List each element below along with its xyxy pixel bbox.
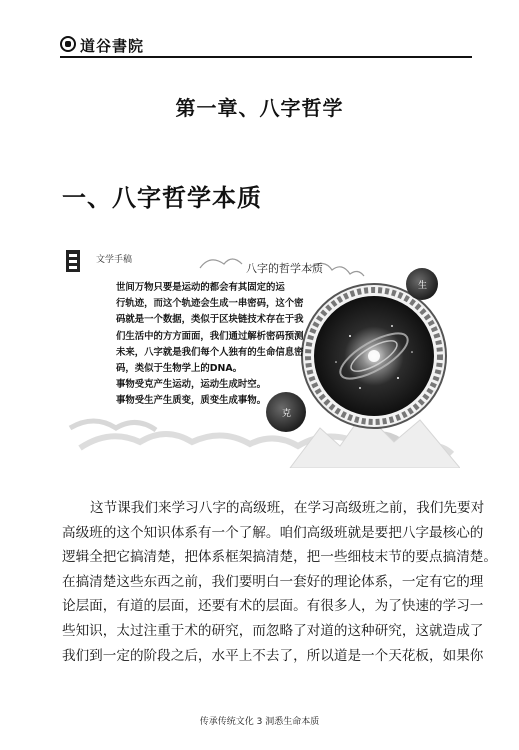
illustration-text [116,280,316,410]
section-title: 一、八字哲学本质 [62,184,262,212]
page-header [60,32,472,58]
chapter-title: 第一章、八字哲学 [175,96,344,120]
header-rule [60,56,472,58]
brand-logo-icon [60,36,76,52]
cloud-ornament-left [200,259,242,268]
brand-name: 道谷書院 [80,37,145,55]
illustration-tag: 文学手稿 [96,255,133,265]
body-line: 我们到一定的阶段之后，水平上不去了，所以道是一个天花板，如果你 [62,647,484,664]
orb-label-ke: 克 [282,409,292,419]
galaxy-disc [302,284,446,428]
illustration-text-line: 世间万物只要是运动的都会有其固定的运 [116,282,285,293]
body-line: 些知识，太过注重于术的研究，而忽略了对道的这种研究，这就造成了 [62,622,484,639]
illustration-text-line: 未来，八字就是我们每个人独有的生命信息密 [116,346,304,358]
illustration-text-line: 码就是一个数据，类似于区块链技术存在于我 [116,314,304,326]
body-line: 高级班的这个知识体系有一个了解。咱们高级班就是要把八字最核心的 [62,524,484,541]
illustration-text-line: 们生活中的方方面面，我们通过解析密码预测 [116,330,304,342]
page-footer: 传承传统文化 3 洞悉生命本质 [199,717,320,727]
body-line: 在搞清楚这些东西之前，我们要明白一套好的理论体系，一定有它的理 [62,573,484,590]
illustration-text-line: 事物受克产生运动，运动生成时空。 [116,379,267,391]
body-line: 这节课我们来学习八字的高级班，在学习高级班之前，我们先要对 [90,500,485,516]
body-line: 逻辑全把它搞清楚，把体系框架搞清楚，把一些细枝末节的要点搞清楚。 [62,549,497,566]
illustration-caption: 八字的哲学本质 [246,262,323,275]
illustration-text-line: 行轨迹，而这个轨迹会生成一串密码，这个密 [116,298,304,310]
illustration-text-line: 码，类似于生物学上的DNA。 [116,363,243,375]
illustration [60,238,460,468]
body-paragraph [62,496,497,668]
illustration-text-line: 事物受生产生质变，质变生成事物。 [116,395,267,407]
body-line: 论层面，有道的层面，还要有术的层面。有很多人，为了快速的学习一 [62,598,484,615]
orb-label-sheng: 生 [418,281,428,291]
